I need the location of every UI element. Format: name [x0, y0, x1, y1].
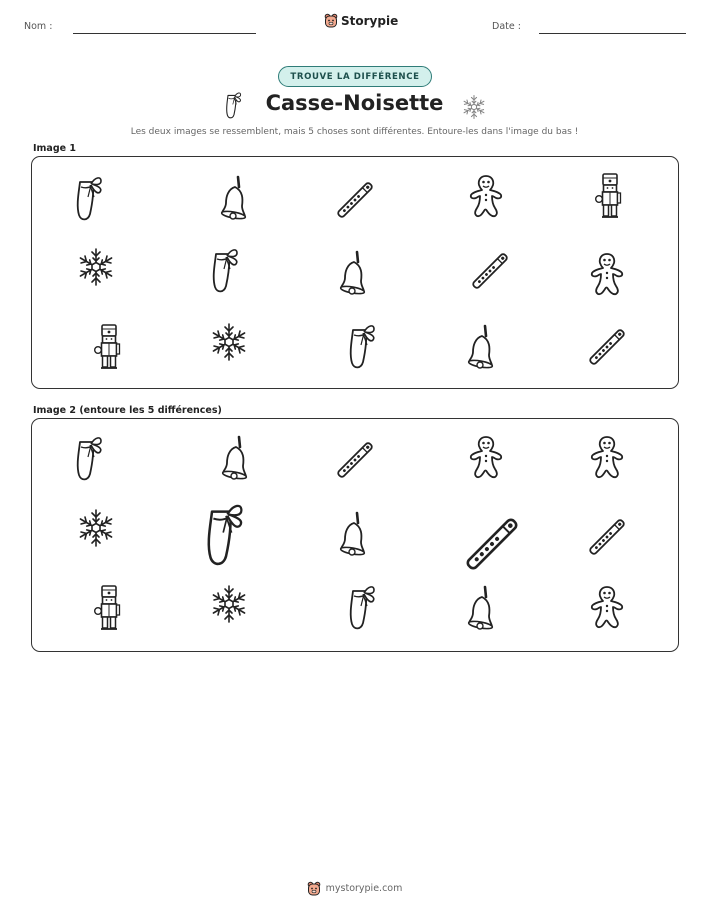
gingerbread-man-icon	[466, 171, 506, 221]
gingerbread-man-icon	[587, 432, 627, 482]
brand-logo	[324, 13, 398, 28]
gingerbread-man-icon	[587, 582, 627, 632]
flute-icon	[335, 435, 375, 485]
snowflake-icon	[76, 503, 116, 553]
image1-label: Image 1	[33, 143, 77, 154]
bell-icon	[216, 433, 256, 483]
name-line[interactable]	[73, 33, 256, 34]
nutcracker-icon	[590, 171, 630, 221]
bell-icon	[215, 173, 255, 223]
gingerbread-man-icon	[466, 432, 506, 482]
snowflake-icon	[209, 317, 249, 367]
image2-panel	[31, 418, 679, 652]
footer	[0, 881, 709, 896]
snowflake-icon	[209, 579, 249, 629]
storypie-bear-icon	[324, 13, 338, 28]
footer-site-link[interactable]: mystorypie.com	[325, 883, 403, 894]
flute-icon	[587, 512, 627, 562]
flute-icon	[456, 499, 528, 571]
ballet-shoe-icon	[198, 499, 254, 569]
snowflake-icon	[76, 242, 116, 292]
bell-icon	[334, 509, 374, 559]
worksheet-badge: TROUVE LA DIFFÉRENCE	[278, 66, 432, 87]
worksheet-title: Casse-Noisette	[265, 91, 444, 115]
bell-icon	[334, 248, 374, 298]
flute-icon	[335, 175, 375, 225]
ballet-shoe-icon	[343, 321, 383, 371]
bell-icon	[462, 583, 502, 633]
name-label: Nom :	[24, 21, 53, 32]
ballet-shoe-icon	[70, 173, 110, 223]
image2-label: Image 2 (entoure les 5 différences)	[33, 405, 222, 416]
bell-icon	[462, 322, 502, 372]
storypie-bear-icon	[307, 881, 321, 896]
nutcracker-icon	[89, 583, 129, 633]
image1-panel	[31, 156, 679, 389]
gingerbread-man-icon	[587, 249, 627, 299]
ballet-shoe-icon	[343, 582, 383, 632]
brand-name: Storypie	[341, 13, 399, 28]
date-line[interactable]	[539, 33, 686, 34]
flute-icon	[587, 322, 627, 372]
instructions: Les deux images se ressemblent, mais 5 choses sont différentes. Entoure-les dans l'image du bas !	[130, 127, 579, 137]
date-label: Date :	[492, 21, 521, 32]
ballet-shoe-icon	[222, 90, 246, 120]
ballet-shoe-icon	[206, 245, 246, 295]
nutcracker-icon	[89, 322, 129, 372]
snowflake-icon	[460, 91, 488, 123]
flute-icon	[470, 246, 510, 296]
ballet-shoe-icon	[70, 433, 110, 483]
